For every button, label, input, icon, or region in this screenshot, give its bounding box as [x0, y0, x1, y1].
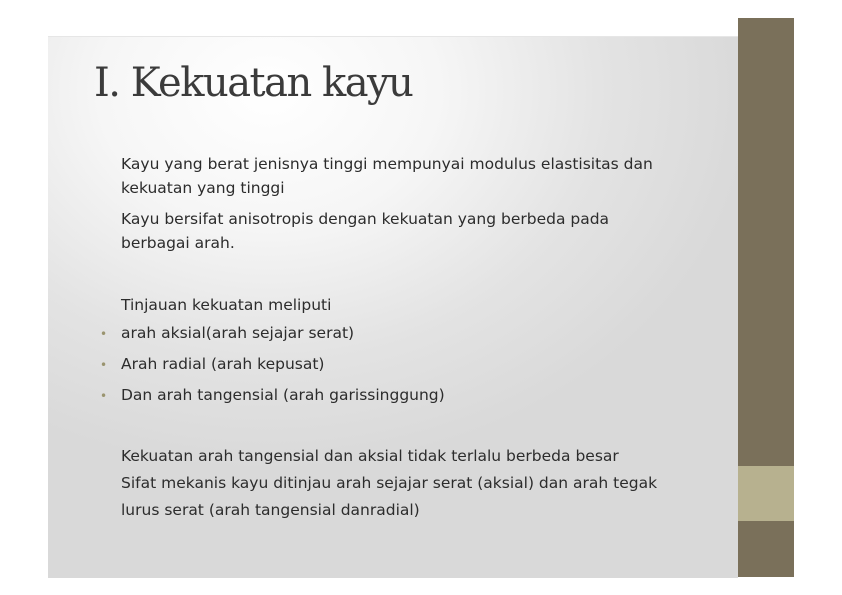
closing-line-3: lurus serat (arah tangensial danradial) [121, 501, 420, 519]
closing-line-1: Kekuatan arah tangensial dan aksial tidak terlalu berbeda besar [121, 447, 619, 465]
paragraph-1-line-2: kekuatan yang tinggi [121, 179, 285, 197]
bullet-icon: • [100, 327, 108, 341]
list-item [100, 353, 324, 376]
accent-bar-highlight [738, 466, 794, 521]
list-item-text: arah aksial(arah sejajar serat) [121, 324, 355, 342]
paragraph-2-line-2: berbagai arah. [121, 234, 235, 252]
list-intro: Tinjauan kekuatan meliputi [121, 296, 332, 314]
bullet-icon: • [100, 358, 108, 372]
list-item [100, 322, 354, 345]
list-item [100, 384, 445, 407]
closing-line-2: Sifat mekanis kayu ditinjau arah sejajar serat (aksial) dan arah tegak [121, 474, 658, 492]
bullet-icon: • [100, 389, 108, 403]
list-item-text: Arah radial (arah kepusat) [121, 355, 325, 373]
slide-title: I. Kekuatan kayu [94, 60, 413, 106]
paragraph-2-line-1: Kayu bersifat anisotropis dengan kekuatan yang berbeda pada [121, 210, 610, 228]
paragraph-1-line-1: Kayu yang berat jenisnya tinggi mempunyai modulus elastisitas dan [121, 155, 653, 173]
list-item-text: Dan arah tangensial (arah garissinggung) [121, 386, 445, 404]
